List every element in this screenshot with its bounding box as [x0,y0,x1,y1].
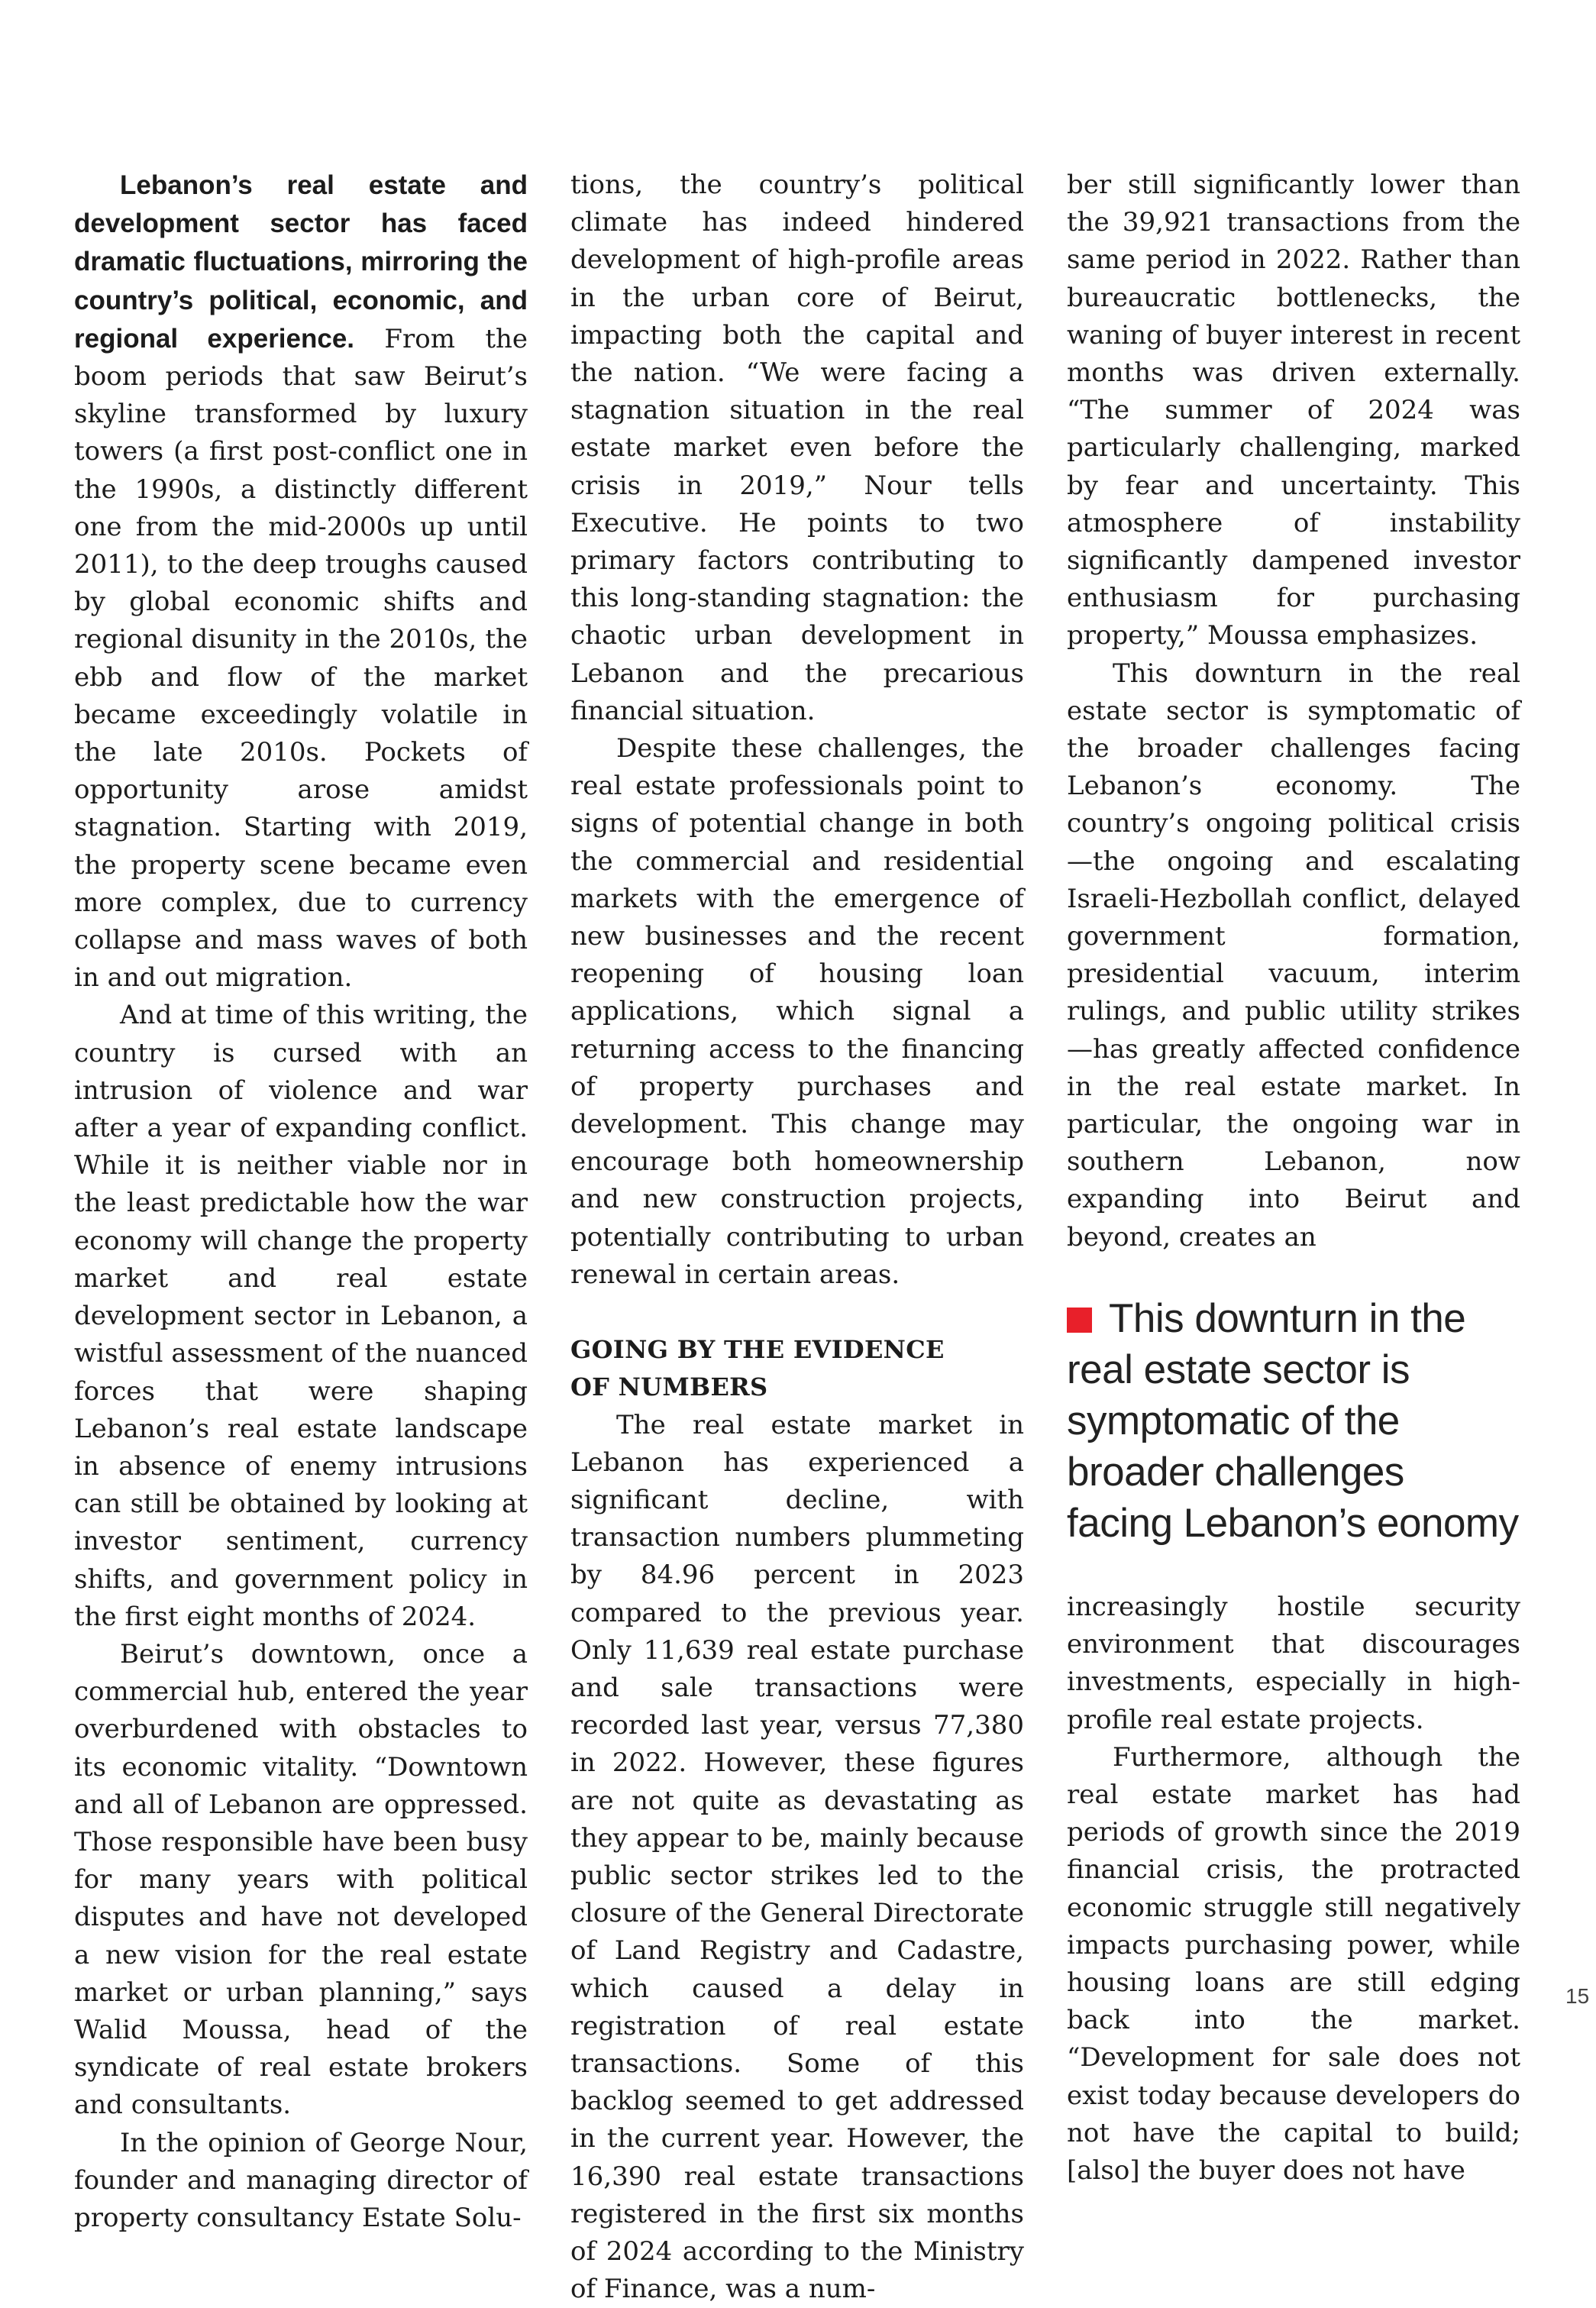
article-column-3 [1067,166,1520,2190]
lead-paragraph-body: From the boom periods that saw Beirut’s skyline transformed by luxury towers (a first post-conflict one in the 1990s, a distinctly different one from the mid-2000s up until 2011), to the deep troughs caused by global economic shifts and regional disunity in the 2010s, the ebb and flow of the market became exceedingly volatile in the late 2010s. Pockets of opportunity arose amidst stagnation. Starting with 2019, the property scene became even more complex, due to currency collapse and mass waves of both in and out migration. [74,324,528,993]
paragraph: In the opinion of George Nour, founder and managing director of property consultancy Estate Solu- [74,2125,528,2238]
section-subheading [570,1331,1024,1406]
lead-text: Lebanon’s real estate and development sector has faced dramatic fluctuations, mirroring the country’s political, economic, and regional experience. [74,170,528,354]
paragraph: increasingly hostile security environment that discourages investments, especially in high-profile real estate projects. [1067,1589,1520,1739]
pull-quote-text: This downturn in the real estate sector is symptomatic of the broader challenges facing Lebanon’s eonomy [1067,1296,1519,1546]
red-square-icon [1067,1308,1092,1333]
paragraph: tions, the country’s political climate has indeed hindered development of high-profile areas in the urban core of Beirut, impacting both the capital and the nation. “We were facing a stagnation situation in the real estate market even before the crisis in 2019,” Nour tells Executive. He points to two primary factors contributing to this long-standing stagnation: the chaotic urban development in Lebanon and the precarious financial situation. [570,166,1024,730]
paragraph: Despite these challenges, the real estate professionals point to signs of potential change in both the commercial and residential markets with the emergence of new businesses and the recent reopening of housing loan applications, which signal a returning access to the financing of property purchases and development. This change may encourage both homeownership and new construction projects, potentially contributing to urban renewal in certain areas. [570,730,1024,1294]
paragraph: Beirut’s downtown, once a commercial hub, entered the year overburdened with obstacles to its economic vitality. “Downtown and all of Lebanon are oppressed. Those responsible have been busy for many years with political disputes and have not developed a new vision for the real estate market or urban planning,” says Walid Moussa, head of the syndicate of real estate brokers and consultants. [74,1636,528,2125]
pull-quote [1067,1293,1520,1549]
article-column-2 [570,166,1024,2308]
paragraph-lead [74,166,528,997]
subheading-line: GOING BY THE EVIDENCE [570,1331,1024,1369]
subheading-line: OF NUMBERS [570,1369,1024,1406]
article-column-1 [74,166,528,2237]
paragraph: Furthermore, although the real estate market has had periods of growth since the 2019 financial crisis, the protracted economic struggle still negatively impacts purchasing power, while housing loans are still edging back into the market. “Development for sale does not exist today because developers do not have the capital to build; [also] the buyer does not have [1067,1739,1520,2190]
paragraph: The real estate market in Lebanon has experienced a significant decline, with transaction numbers plummeting by 84.96 percent in 2023 compared to the previous year. Only 11,639 real estate purchase and sale transactions were recorded last year, versus 77,380 in 2022. However, these figures are not quite as devastating as they appear to be, mainly because public sector strikes led to the closure of the General Directorate of Land Registry and Cadastre, which caused a delay in registration of real estate transactions. Some of this backlog seemed to get addressed in the current year. However, the 16,390 real estate transactions registered in the first six months of 2024 according to the Ministry of Finance, was a num- [570,1407,1024,2308]
paragraph: ber still significantly lower than the 39,921 transactions from the same period in 2022. Rather than bureaucratic bottlenecks, the waning of buyer interest in recent months was driven externally. “The summer of 2024 was particularly challenging, marked by fear and uncertainty. This atmosphere of instability significantly dampened investor enthusiasm for purchasing property,” Moussa emphasizes. [1067,166,1520,655]
page-number: 15 [1565,1986,1596,1996]
paragraph: This downturn in the real estate sector is symptomatic of the broader challenges facing Lebanon’s economy. The country’s ongoing political crisis—the ongoing and escalating Israeli-Hezbollah conflict, delayed government formation, presidential vacuum, interim rulings, and public utility strikes—has greatly affected confidence in the real estate market. In particular, the ongoing war in southern Lebanon, now expanding into Beirut and beyond, creates an [1067,655,1520,1256]
paragraph: And at time of this writing, the country is cursed with an intrusion of violence and war after a year of expanding conflict. While it is neither viable nor in the least predictable how the war economy will change the property market and real estate development sector in Lebanon, a wistful assessment of the nuanced forces that were shaping Lebanon’s real estate landscape in absence of enemy intrusions can still be obtained by looking at investor sentiment, currency shifts, and government policy in the first eight months of 2024. [74,997,528,1635]
